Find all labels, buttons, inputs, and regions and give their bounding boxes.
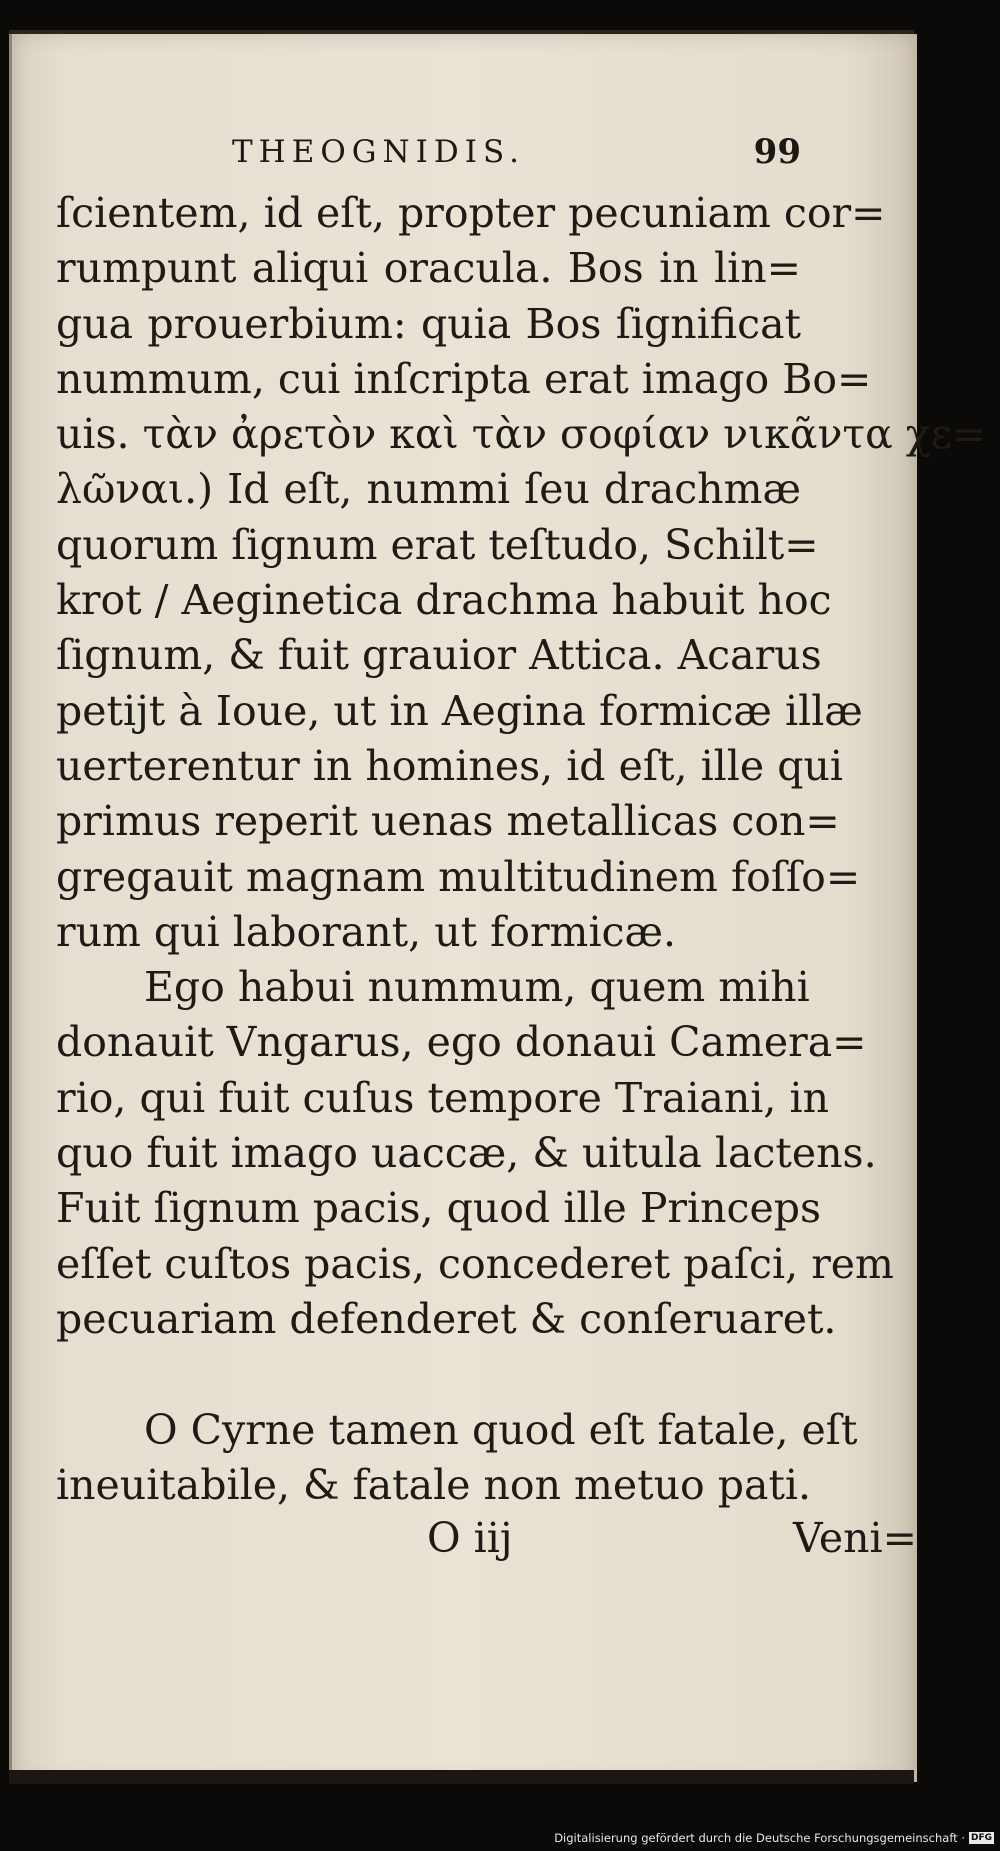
- text-line: rio, qui fuit cuſus tempore Traiani, in: [56, 1073, 829, 1122]
- digitization-credit: [554, 1831, 994, 1845]
- body-text: [56, 186, 987, 1513]
- page-number: 99: [753, 132, 801, 172]
- stanza-gap: [56, 1347, 801, 1402]
- text-line: uis. τὰν ἀρετὸν καὶ τὰν σοφίαν νικᾶντα χε=: [56, 410, 987, 459]
- page-header: [56, 134, 801, 178]
- text-line: Ego habui nummum, quem mihi: [144, 963, 810, 1012]
- text-line: primus reperit uenas metallicas con=: [56, 797, 840, 846]
- text-line: donauit Vngarus, ego donaui Camera=: [56, 1018, 867, 1067]
- page-bottom-edge: [9, 1770, 914, 1784]
- text-line: ſcientem, id eſt, propter pecuniam cor=: [56, 189, 886, 237]
- text-line: nummum, cui inſcripta erat imago Bo=: [56, 354, 872, 403]
- text-line: rum qui laborant, ut formicæ.: [56, 907, 677, 956]
- text-line: O Cyrne tamen quod eſt fatale, eſt: [144, 1405, 858, 1454]
- catchword: Veni=: [793, 1514, 917, 1562]
- credit-text: Digitalisierung gefördert durch die Deutsche Forschungsgemeinschaft ·: [554, 1831, 965, 1845]
- text-line: pecuariam defenderet & conſeruaret.: [56, 1294, 837, 1343]
- text-line: λῶναι.) Id eſt, nummi ſeu drachmæ: [56, 465, 801, 514]
- text-line: Fuit ſignum pacis, quod ille Princeps: [56, 1184, 822, 1233]
- text-line: uerterentur in homines, id eſt, ille qui: [56, 741, 843, 790]
- text-line: petijt à Ioue, ut in Aegina formicæ illæ: [56, 686, 863, 735]
- text-line: ineuitabile, & fatale non metuo pati.: [56, 1460, 812, 1509]
- dfg-logo: DFG: [970, 1833, 992, 1843]
- text-line: quorum ſignum erat teſtudo, Schilt=: [56, 520, 819, 569]
- text-line: eſſet cuſtos pacis, concederet paſci, rem: [56, 1239, 894, 1288]
- text-line: ſignum, & fuit grauior Attica. Acarus: [56, 631, 822, 680]
- book-page: [9, 34, 987, 1782]
- text-line: gua prouerbium: quia Bos ſignificat: [56, 299, 801, 348]
- text-line: gregauit magnam multitudinem foſſo=: [56, 852, 861, 901]
- running-title: THEOGNIDIS.: [232, 134, 525, 170]
- signature-mark: O iij: [427, 1514, 513, 1562]
- text-line: quo fuit imago uaccæ, & uitula lactens.: [56, 1129, 877, 1178]
- text-line: rumpunt aliqui oracula. Bos in lin=: [56, 244, 801, 293]
- text-line: krot / Aeginetica drachma habuit hoc: [56, 576, 832, 625]
